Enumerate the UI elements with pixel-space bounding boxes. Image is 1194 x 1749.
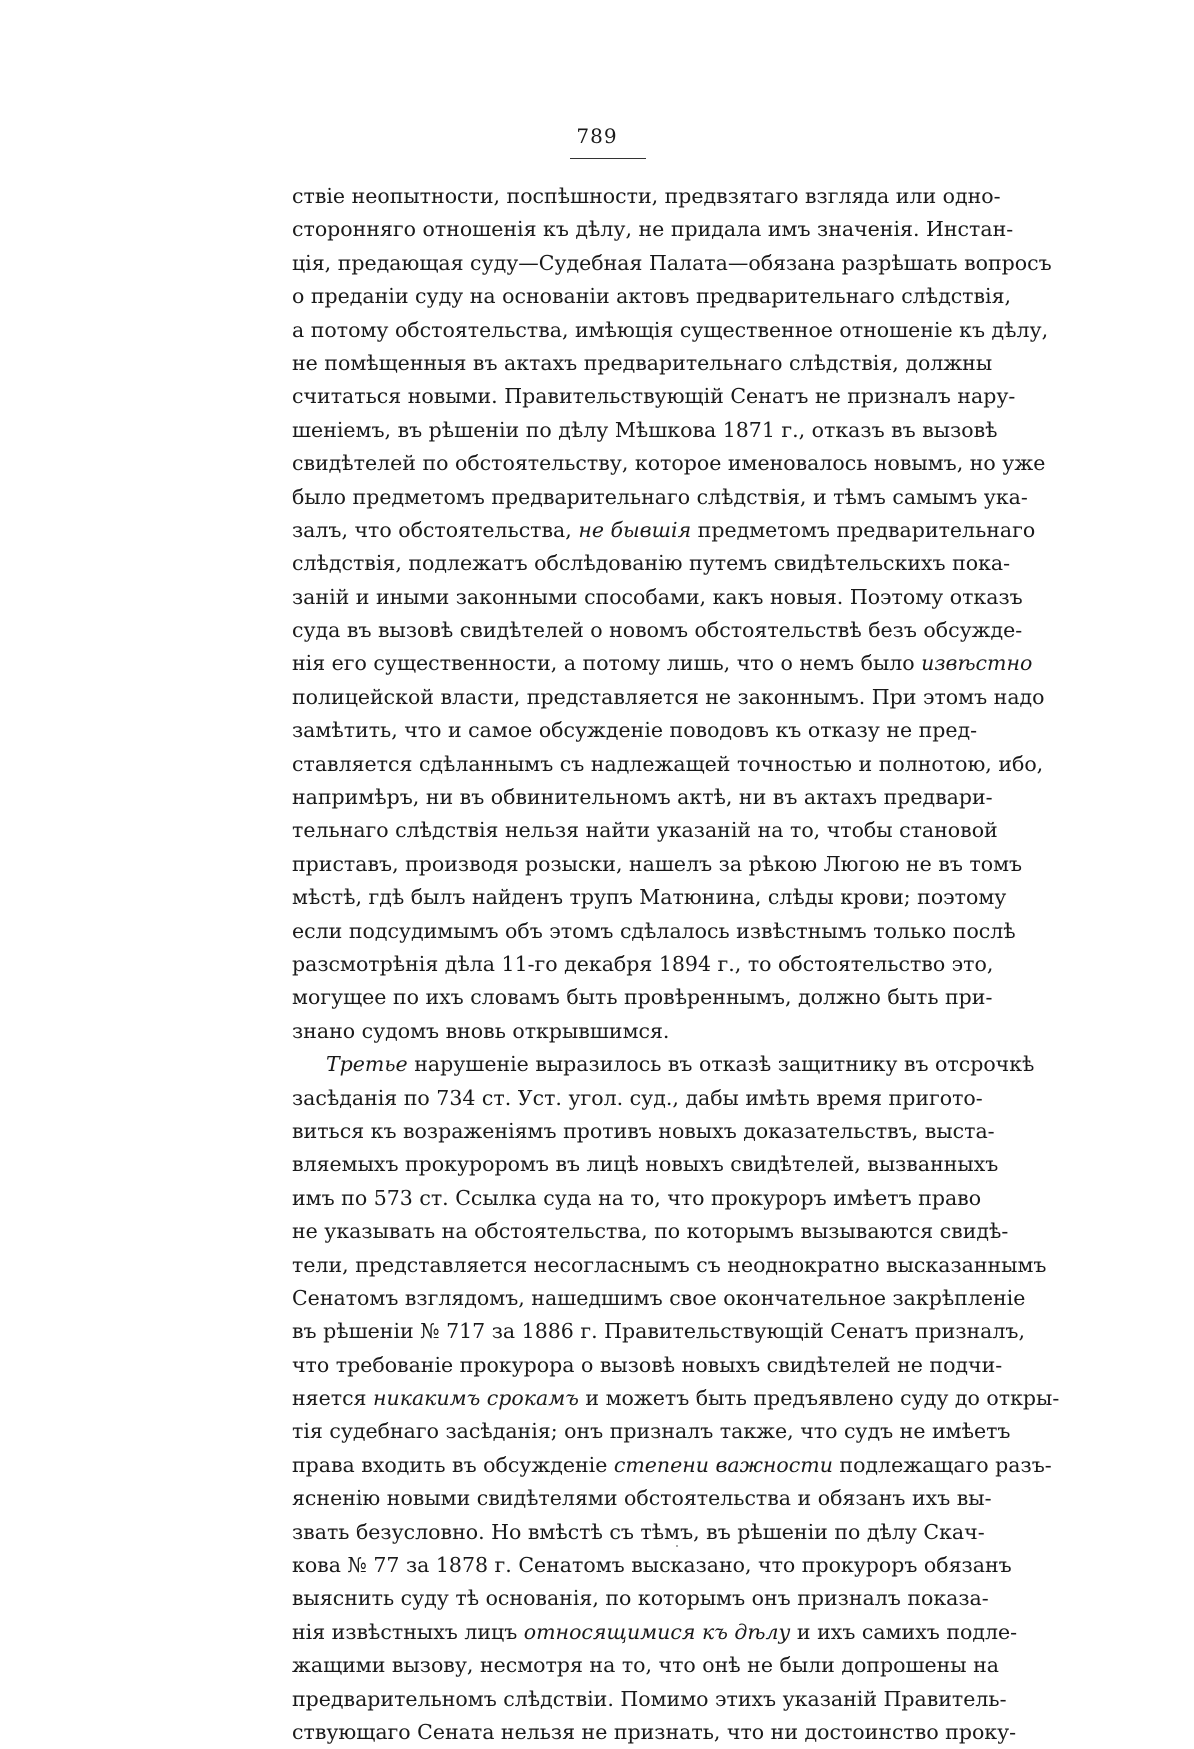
text-segment: мѣстѣ, гдѣ былъ найденъ трупъ Матюнина, слѣды крови; поэтому — [292, 885, 1007, 910]
text-segment: сторонняго отношенія къ дѣлу, не придала имъ значенія. Инстан- — [292, 217, 1014, 242]
italic-text: относящимися къ дѣлу — [523, 1619, 791, 1644]
text-segment: тельнаго слѣдствія нельзя найти указаній на то, чтобы становой — [292, 818, 998, 843]
text-segment: замѣтить, что и самое обсужденіе поводовъ къ отказу не пред- — [292, 718, 978, 743]
text-line — [292, 1015, 915, 1048]
page-number-rule — [570, 158, 646, 159]
text-segment: права входить въ обсужденіе — [292, 1452, 614, 1477]
paragraph — [292, 180, 1052, 1048]
text-segment: что требованіе прокурора о вызовѣ новыхъ свидѣтелей не подчи- — [292, 1352, 1003, 1377]
text-line — [292, 1716, 1017, 1749]
text-segment: ствіе неопытности, поспѣшности, предвзятаго взгляда или одно- — [292, 184, 1001, 208]
text-line — [292, 447, 1046, 480]
text-segment: и можетъ быть предъявлено суду до откры- — [578, 1386, 1060, 1411]
text-line — [292, 280, 1012, 313]
text-line — [292, 1148, 999, 1181]
text-line — [292, 1315, 1025, 1348]
text-line — [292, 915, 1016, 948]
text-segment: и ихъ самихъ подле- — [790, 1619, 1018, 1644]
text-segment: Сенатомъ взглядомъ, нашедшимъ свое окончательное закрѣпленіе — [292, 1285, 1026, 1310]
text-segment: о преданіи суду на основаніи актовъ предварительнаго слѣдствія, — [292, 284, 1012, 309]
text-segment: ствующаго Сената нельзя не признать, что ни достоинство проку- — [292, 1719, 1017, 1744]
italic-text: степени важности — [613, 1452, 833, 1477]
text-line — [292, 681, 1045, 714]
text-line — [292, 481, 1028, 514]
italic-text: извѣстно — [921, 651, 1033, 676]
text-segment: свидѣтелей по обстоятельству, которое именовалось новымъ, но уже — [292, 451, 1046, 476]
text-line — [292, 414, 998, 447]
text-line — [292, 247, 1052, 280]
text-segment: ясненію новыми свидѣтелями обстоятельства и обязанъ ихъ вы- — [292, 1486, 992, 1511]
italic-text: Третье — [326, 1052, 408, 1077]
text-segment: если подсудимымъ объ этомъ сдѣлалось извѣстнымъ только послѣ — [292, 918, 1016, 943]
text-line — [292, 1449, 1052, 1482]
text-line — [292, 380, 1016, 413]
text-segment: тели, представляется несогласнымъ съ неоднократно высказаннымъ — [292, 1252, 1047, 1277]
print-speck — [676, 1545, 678, 1547]
text-line — [292, 1516, 985, 1549]
text-segment: нарушеніе выразилось въ отказѣ защитнику въ отсрочкѣ — [407, 1052, 1035, 1077]
text-segment: заній и иными законными способами, какъ новыя. Поэтому отказъ — [292, 584, 1023, 609]
text-line — [292, 347, 993, 380]
text-segment: считаться новыми. Правительствующій Сенатъ не призналъ нару- — [292, 384, 1016, 409]
text-segment: а потому обстоятельства, имѣющія существенное отношеніе къ дѣлу, — [292, 317, 1049, 342]
text-segment: тія судебнаго засѣданія; онъ призналъ также, что судъ не имѣетъ — [292, 1419, 1011, 1444]
text-segment: напримѣръ, ни въ обвинительномъ актѣ, ни въ актахъ предвари- — [292, 785, 993, 810]
text-line — [292, 1048, 1035, 1081]
text-line — [292, 1382, 1060, 1415]
text-line — [292, 848, 1023, 881]
text-segment: предметомъ предварительнаго — [691, 517, 1036, 542]
text-line — [292, 948, 994, 981]
text-segment: приставъ, производя розыски, нашелъ за рѣкою Люгою не въ томъ — [292, 851, 1023, 876]
text-line — [292, 581, 1023, 614]
text-segment: не помѣщенныя въ актахъ предварительнаго слѣдствія, должны — [292, 350, 993, 375]
text-segment: предварительномъ слѣдствіи. Помимо этихъ указаній Правитель- — [292, 1686, 1007, 1711]
text-segment: разсмотрѣнія дѣла 11-го декабря 1894 г., то обстоятельство это, — [292, 951, 994, 976]
text-segment: подлежащаго разъ- — [832, 1452, 1052, 1477]
paragraph — [292, 1048, 1060, 1749]
text-line — [292, 1415, 1011, 1448]
text-line — [292, 881, 1007, 914]
text-segment: полицейской власти, представляется не законнымъ. При этомъ надо — [292, 684, 1045, 709]
text-segment: залъ, что обстоятельства, — [292, 517, 579, 542]
text-segment: въ рѣшеніи № 717 за 1886 г. Правительствующій Сенатъ призналъ, — [292, 1319, 1025, 1344]
text-line — [292, 1683, 1007, 1716]
text-line — [292, 814, 998, 847]
text-segment: звать безусловно. Но вмѣстѣ съ тѣмъ, въ рѣшеніи по дѣлу Скач- — [292, 1519, 985, 1544]
text-segment: знано судомъ вновь открывшимся. — [292, 1018, 670, 1043]
text-segment: нія его существенности, а потому лишь, что о немъ было — [292, 651, 922, 676]
text-line — [292, 1349, 1003, 1382]
text-line — [292, 213, 1014, 246]
text-segment: виться къ возраженіямъ противъ новыхъ доказательствъ, выста- — [292, 1118, 995, 1143]
text-segment: засѣданія по 734 ст. Уст. угол. суд., дабы имѣть время пригото- — [292, 1085, 983, 1110]
text-segment: слѣдствія, подлежатъ обслѣдованію путемъ свидѣтельскихъ пока- — [292, 551, 1011, 576]
text-line — [292, 1549, 1012, 1582]
text-line — [292, 1082, 983, 1115]
body-text — [292, 180, 1060, 1749]
text-line — [292, 1115, 995, 1148]
text-line — [292, 781, 993, 814]
text-segment: вляемыхъ прокуроромъ въ лицѣ новыхъ свидѣтелей, вызванныхъ — [292, 1152, 999, 1177]
text-line — [292, 180, 1001, 213]
italic-text: не бывшія — [578, 517, 692, 542]
text-segment: жащими вызову, несмотря на то, что онѣ не были допрошены на — [292, 1653, 1000, 1678]
page-number: 789 — [576, 124, 618, 148]
text-segment: суда въ вызовѣ свидѣтелей о новомъ обстоятельствѣ безъ обсужде- — [292, 618, 1023, 643]
text-line — [292, 1582, 989, 1615]
text-segment: няется — [292, 1386, 373, 1411]
text-line — [292, 1249, 1047, 1282]
text-line — [292, 1616, 1018, 1649]
text-line — [292, 647, 1033, 680]
text-segment: шеніемъ, въ рѣшеніи по дѣлу Мѣшкова 1871 г., отказъ въ вызовѣ — [292, 417, 998, 442]
text-segment: не указывать на обстоятельства, по которымъ вызываются свидѣ- — [292, 1219, 1009, 1244]
text-line — [292, 1482, 992, 1515]
text-line — [292, 981, 993, 1014]
text-segment: ставляется сдѣланнымъ съ надлежащей точностью и полнотою, ибо, — [292, 751, 1044, 776]
text-segment: было предметомъ предварительнаго слѣдствія, и тѣмъ самымъ ука- — [292, 484, 1028, 509]
text-line — [292, 748, 1044, 781]
text-line — [292, 614, 1023, 647]
text-line — [292, 514, 1036, 547]
text-segment: выяснить суду тѣ основанія, по которымъ онъ призналъ показа- — [292, 1586, 989, 1611]
text-line — [292, 714, 978, 747]
text-line — [292, 1282, 1026, 1315]
text-line — [292, 1649, 1000, 1682]
text-line — [292, 1215, 1009, 1248]
text-segment: могущее по ихъ словамъ быть провѣреннымъ, должно быть при- — [292, 985, 993, 1010]
text-line — [292, 547, 1011, 580]
italic-text: никакимъ срокамъ — [373, 1386, 579, 1411]
text-line — [292, 314, 1049, 347]
text-segment: кова № 77 за 1878 г. Сенатомъ высказано, что прокуроръ обязанъ — [292, 1553, 1012, 1578]
text-segment: ція, предающая суду—Судебная Палата—обязана разрѣшать вопросъ — [292, 250, 1052, 275]
text-line — [292, 1182, 982, 1215]
text-segment: нія извѣстныхъ лицъ — [292, 1619, 524, 1644]
text-segment: имъ по 573 ст. Ссылка суда на то, что прокуроръ имѣетъ право — [292, 1185, 982, 1210]
